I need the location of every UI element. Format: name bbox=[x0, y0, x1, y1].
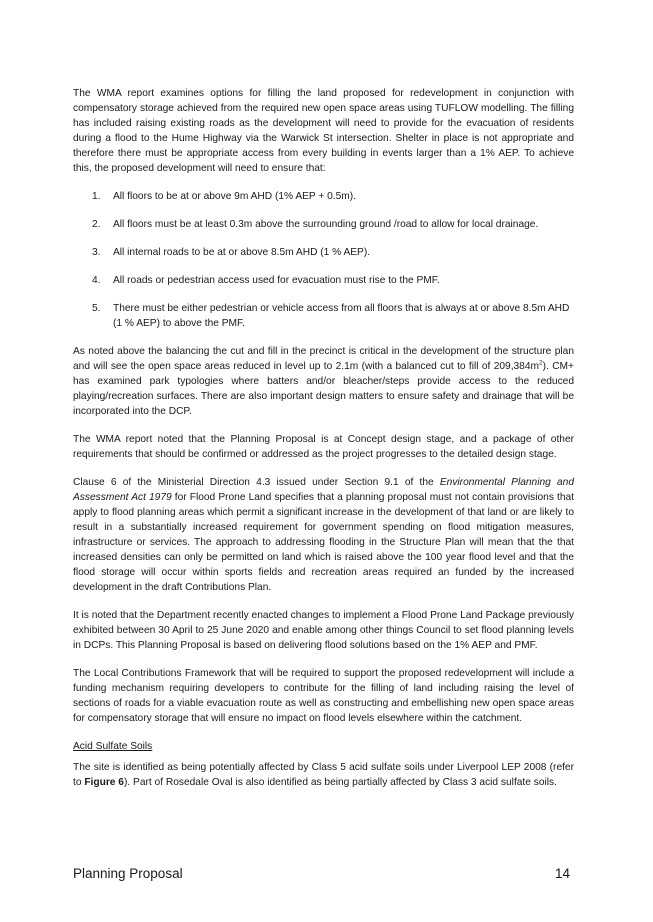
paragraph-wma-report: The WMA report examines options for filling the land proposed for redevelopment in conjunction with compensatory storage achieved from the required new open space areas using TUFLOW modelling. The filling has included raising existing roads as the development will need to provide for the evacuation of residents during a flood to the Hume Highway via the Warwick St intersection. Shelter in place is not appropriate and therefore there must be appropriate access from every building in events larger than a 1% AEP. To achieve this, the proposed development will need to ensure that: bbox=[73, 88, 574, 174]
section-heading-acid-sulfate: Acid Sulfate Soils bbox=[73, 741, 153, 752]
paragraph-as-part-b: ). Part of Rosedale Oval is also identified as being partially affected by Class 3 acid sulfate soils. bbox=[123, 777, 557, 788]
list-item bbox=[73, 301, 574, 331]
figure-reference: Figure 6 bbox=[84, 777, 124, 788]
list-number: 4. bbox=[92, 275, 101, 286]
list-number: 2. bbox=[92, 219, 101, 230]
list-number: 3. bbox=[92, 247, 101, 258]
list-text: There must be either pedestrian or vehicle access from all floors that is always at or above 8.5m AHD (1 % AEP) to above the PMF. bbox=[113, 303, 570, 329]
list-number: 5. bbox=[92, 303, 101, 314]
footer-title: Planning Proposal bbox=[73, 866, 183, 881]
list-text: All floors to be at or above 9m AHD (1% AEP + 0.5m). bbox=[113, 191, 357, 202]
paragraph-cut-fill bbox=[73, 344, 574, 419]
requirements-list bbox=[73, 189, 574, 331]
paragraph-as-part-a: The site is identified as being potentially affected by Class 5 acid sulfate soils under Liverpool LEP 2008 (refer to bbox=[73, 762, 574, 788]
list-text: All internal roads to be at or above 8.5m AHD (1 % AEP). bbox=[113, 247, 371, 258]
list-text: All roads or pedestrian access used for evacuation must rise to the PMF. bbox=[113, 275, 440, 286]
paragraph-cut-fill-part-b: ). CM+ has examined park typologies where batters and/or bleacher/steps provide access to the reduced playing/recreation surfaces. There are also important design matters to ensure safety and drainage that will be incorporated into the DCP. bbox=[73, 361, 574, 417]
list-item bbox=[73, 217, 574, 232]
paragraph-cut-fill-part-a: As noted above the balancing the cut and fill in the precinct is critical in the development of the structure plan and will see the open space areas reduced in level up to 2.1m (with a balanced cut to fill of 209,384m bbox=[73, 346, 574, 372]
paragraph-md-part-a: Clause 6 of the Ministerial Direction 4.3 issued under Section 9.1 of the bbox=[73, 477, 440, 488]
list-item bbox=[73, 189, 574, 204]
list-number: 1. bbox=[92, 191, 101, 202]
document-body bbox=[73, 86, 574, 803]
page-number: 14 bbox=[554, 866, 570, 881]
list-item bbox=[73, 245, 574, 260]
paragraph-ministerial-direction bbox=[73, 475, 574, 595]
superscript: 2 bbox=[539, 359, 543, 367]
paragraph-md-part-b: for Flood Prone Land specifies that a planning proposal must not contain provisions that apply to flood planning areas which permit a significant increase in the development of that land or are likely to result in a substantially increased requirement for government spending on flood mitigation measures, infrastructure or services. The approach to addressing flooding in the Structure Plan will mean that the that increased densities can only be permitted on land which is raised above the 100 year flood level and that the flood storage will occur within sports fields and recreation areas required an funded by the increased development in the draft Contributions Plan. bbox=[73, 492, 574, 593]
paragraph-flood-prone-package: It is noted that the Department recently enacted changes to implement a Flood Prone Land Package previously exhibited between 30 April to 25 June 2020 and enable among other things Council to set flood planning levels in DCPs. This Planning Proposal is based on delivering flood solutions based on the 1% AEP and PMF. bbox=[73, 610, 574, 651]
list-item bbox=[73, 273, 574, 288]
paragraph-acid-sulfate bbox=[73, 760, 574, 790]
list-text: All floors must be at least 0.3m above the surrounding ground /road to allow for local drainage. bbox=[113, 219, 539, 230]
paragraph-concept-stage: The WMA report noted that the Planning Proposal is at Concept design stage, and a package of other requirements that should be confirmed or addressed as the project progresses to the detailed design stage. bbox=[73, 434, 574, 460]
act-title: Environmental Planning and Assessment Act 1979 bbox=[73, 477, 574, 503]
paragraph-contributions-framework: The Local Contributions Framework that will be required to support the proposed redevelopment will include a funding mechanism requiring developers to contribute for the filling of land including raising the level of sections of roads for a viable evacuation route as well as constructing and embellishing new open space areas for compensatory storage that will ensure no impact on flood levels elsewhere within the catchment. bbox=[73, 668, 574, 724]
